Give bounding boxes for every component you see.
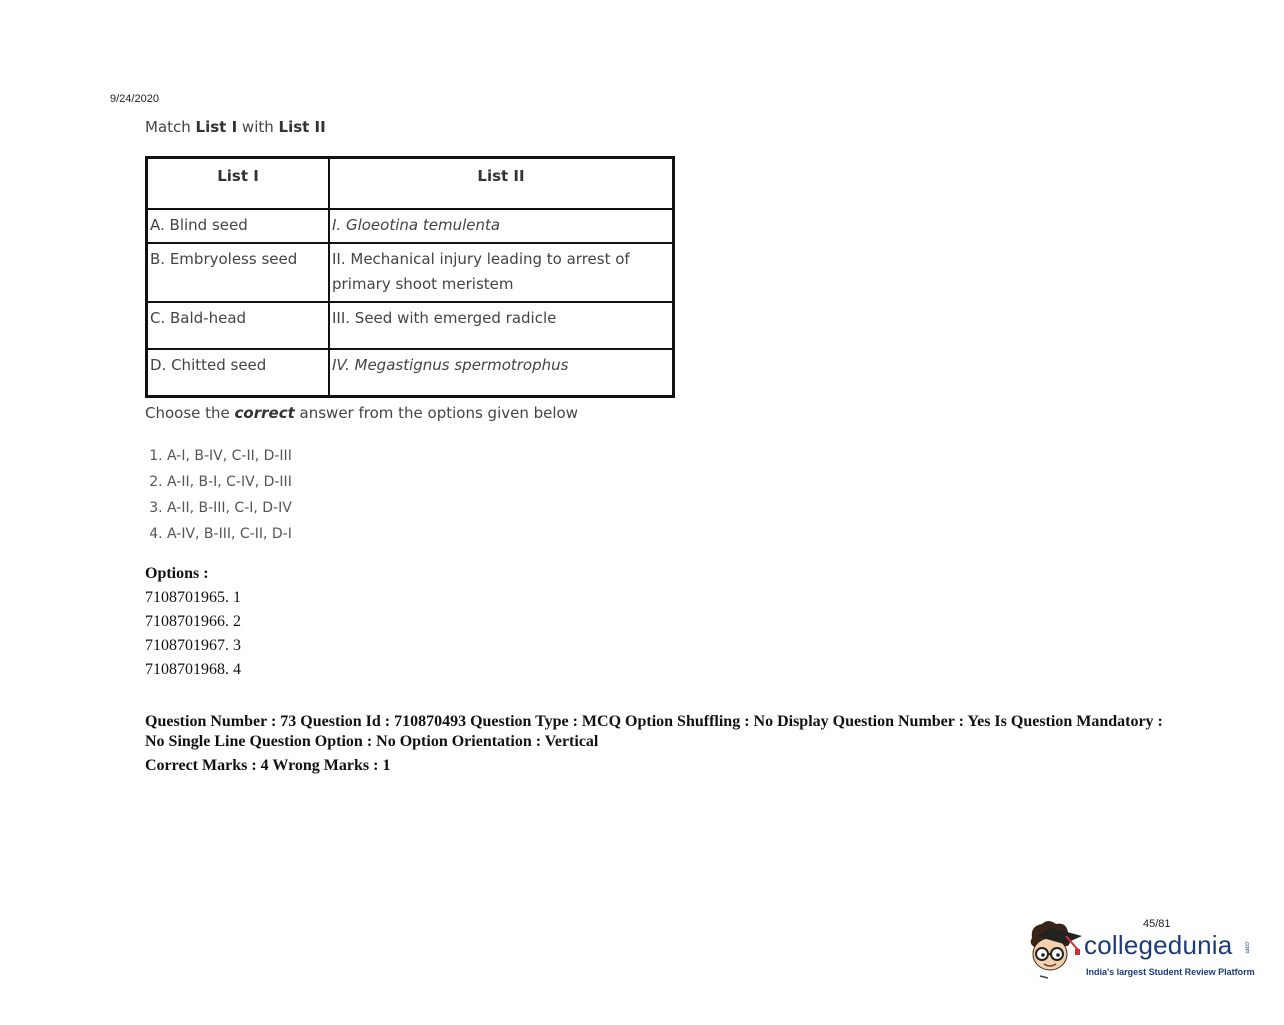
match-table [145, 156, 675, 398]
brand-dotcom: .com [1243, 940, 1250, 954]
cell-list1: A. Blind seed [147, 209, 330, 243]
cell-list2: I. Gloeotina temulenta [329, 209, 674, 243]
cell-list1: D. Chitted seed [147, 349, 330, 397]
cell-list1: C. Bald-head [147, 302, 330, 349]
meta-marks: Correct Marks : 4 Wrong Marks : 1 [145, 757, 391, 774]
options-block [145, 562, 241, 682]
list-item: 3. A-II, B-III, C-I, D-IV [167, 495, 705, 521]
table-row [147, 302, 674, 349]
table-header-row [147, 158, 674, 210]
option-item: 7108701968. 4 [145, 661, 241, 678]
question-stem [145, 117, 705, 137]
cell-list1: B. Embryoless seed [147, 243, 330, 302]
brand-wordmark: collegedunia [1084, 930, 1233, 960]
answer-list [145, 443, 705, 547]
table-row [147, 243, 674, 302]
option-item: 7108701967. 3 [145, 637, 241, 654]
list-item: 2. A-II, B-I, C-IV, D-III [167, 469, 705, 495]
stem-list2: List II [278, 118, 326, 136]
cell-list2: IV. Megastignus spermotrophus [329, 349, 674, 397]
option-item: 7108701966. 2 [145, 613, 241, 630]
question-meta [145, 712, 1175, 776]
choose-suffix: answer from the options given below [294, 404, 578, 422]
stem-prefix: Match [145, 118, 196, 136]
stem-mid: with [237, 118, 279, 136]
table-row [147, 209, 674, 243]
table-row [147, 349, 674, 397]
choose-instruction [145, 402, 705, 424]
option-item: 7108701965. 1 [145, 589, 241, 606]
question-block [145, 117, 705, 547]
choose-emph: correct [234, 404, 295, 422]
meta-details: Question Number : 73 Question Id : 710870493 Question Type : MCQ Option Shuffling : No Display Question Number : Yes Is Question Mandatory : No Single Line Question Option : No Option Orientation : Vertical [145, 713, 1163, 750]
options-heading: Options : [145, 565, 209, 582]
choose-prefix: Choose the [145, 404, 235, 422]
brand-tagline: India's largest Student Review Platform [1086, 967, 1255, 977]
page-number: 45/81 [1143, 918, 1171, 930]
header-list2: List II [329, 158, 674, 210]
cell-list2: II. Mechanical injury leading to arrest of primary shoot meristem [329, 243, 674, 302]
list-item: 1. A-I, B-IV, C-II, D-III [167, 443, 705, 469]
stem-list1: List I [195, 118, 238, 136]
header-list1: List I [147, 158, 330, 210]
print-date: 9/24/2020 [110, 93, 159, 105]
list-item: 4. A-IV, B-III, C-II, D-I [167, 521, 705, 547]
cell-list2: III. Seed with emerged radicle [329, 302, 674, 349]
